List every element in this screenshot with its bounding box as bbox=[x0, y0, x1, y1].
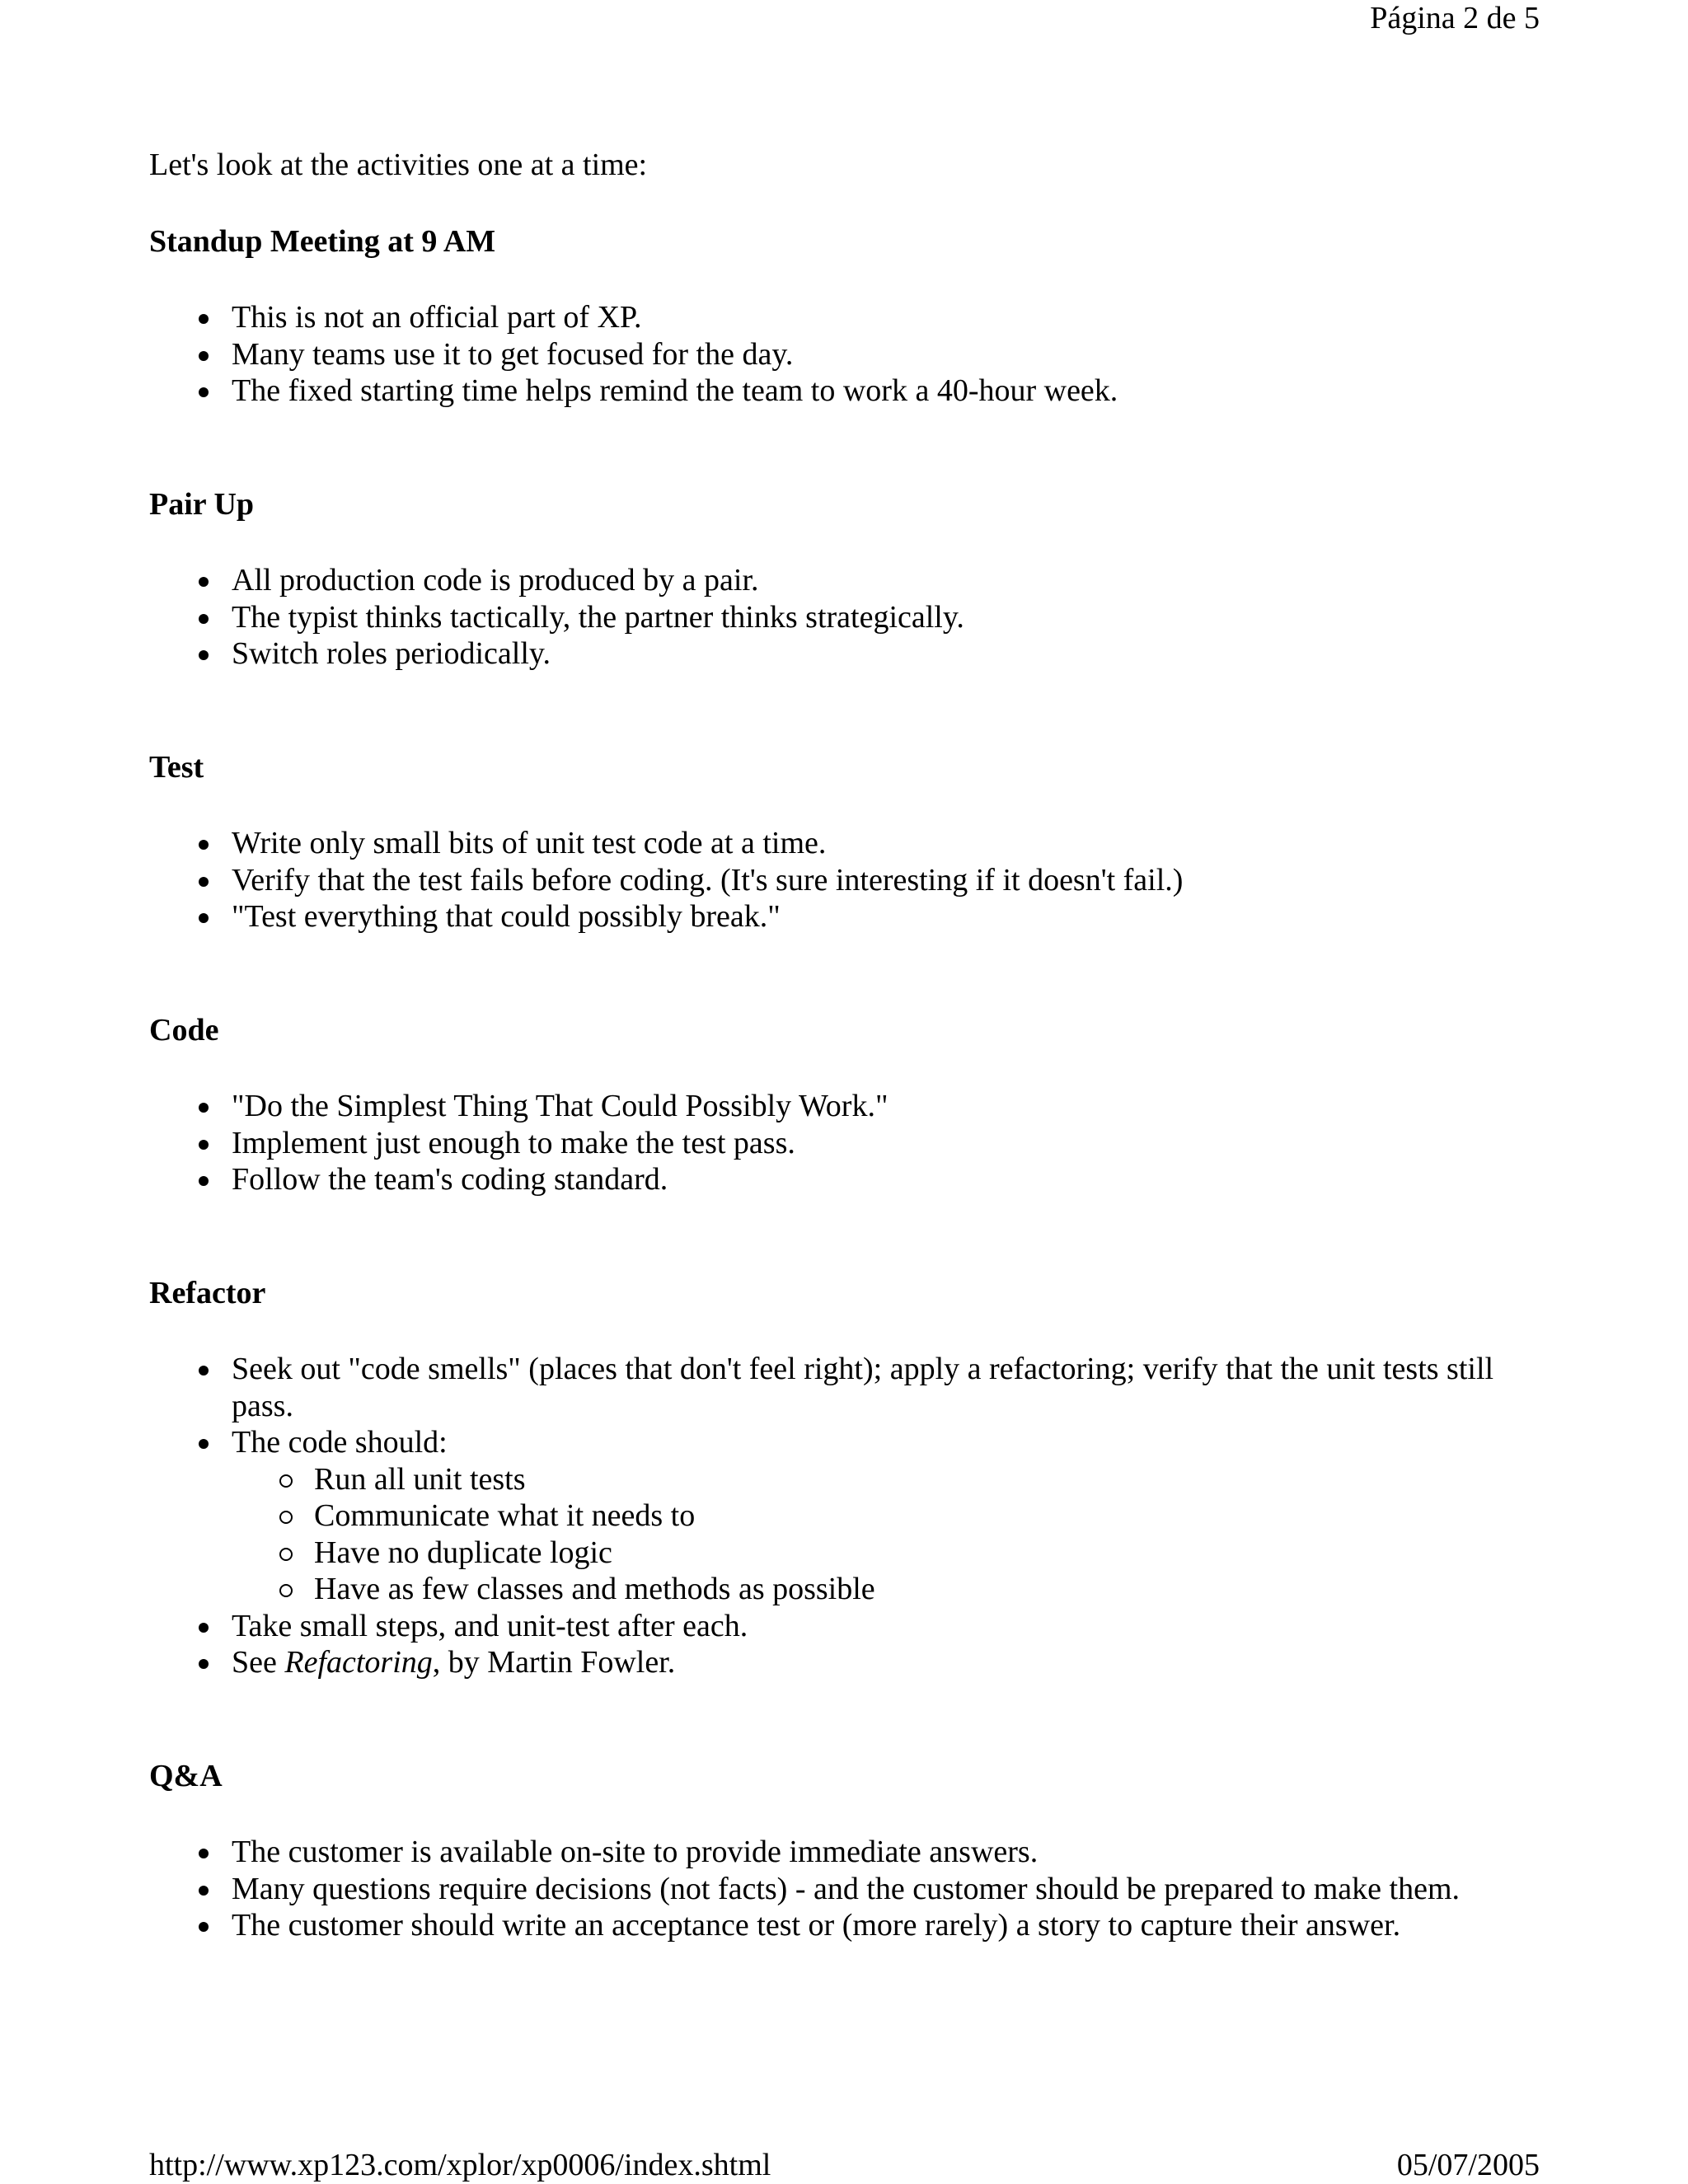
list-item: Many teams use it to get focused for the day. bbox=[149, 336, 1550, 373]
list-item: Verify that the test fails before coding. (It's sure interesting if it doesn't fail.) bbox=[149, 862, 1550, 899]
bullet-list bbox=[149, 562, 1550, 673]
section-qa bbox=[149, 1758, 1550, 1944]
list-item: Implement just enough to make the test pass. bbox=[149, 1125, 1550, 1162]
list-item-text: The code should: bbox=[232, 1425, 448, 1460]
list-item: This is not an official part of XP. bbox=[149, 299, 1550, 336]
section-code bbox=[149, 1012, 1550, 1198]
intro-text: Let's look at the activities one at a time: bbox=[149, 148, 648, 182]
bullet-list bbox=[149, 299, 1550, 410]
list-item: The customer should write an acceptance test or (more rarely) a story to capture their answer. bbox=[149, 1907, 1550, 1944]
section-title: Q&A bbox=[149, 1758, 223, 1793]
list-item: "Do the Simplest Thing That Could Possibly Work." bbox=[149, 1088, 1550, 1125]
list-item: The fixed starting time helps remind the team to work a 40-hour week. bbox=[149, 373, 1550, 410]
list-item bbox=[149, 1424, 1550, 1608]
list-item bbox=[149, 1644, 1550, 1681]
section-title: Code bbox=[149, 1012, 219, 1047]
list-item: All production code is produced by a pair. bbox=[149, 562, 1550, 599]
section-standup bbox=[149, 223, 1550, 410]
sub-list-item: Communicate what it needs to bbox=[232, 1497, 1550, 1535]
list-item: Write only small bits of unit test code at a time. bbox=[149, 825, 1550, 862]
see-prefix: See bbox=[232, 1645, 285, 1680]
bullet-list bbox=[149, 1088, 1550, 1198]
sub-list-item: Run all unit tests bbox=[232, 1461, 1550, 1498]
footer-url: http://www.xp123.com/xplor/xp0006/index.shtml bbox=[149, 2148, 771, 2182]
bullet-list bbox=[149, 1351, 1550, 1681]
list-item: Follow the team's coding standard. bbox=[149, 1161, 1550, 1198]
list-item: The customer is available on-site to provide immediate answers. bbox=[149, 1834, 1550, 1871]
list-item: Take small steps, and unit-test after each. bbox=[149, 1608, 1550, 1645]
document-body bbox=[149, 147, 1550, 1944]
bullet-list bbox=[149, 825, 1550, 935]
list-item: Switch roles periodically. bbox=[149, 635, 1550, 673]
see-suffix: , by Martin Fowler. bbox=[432, 1645, 676, 1680]
page-indicator: Página 2 de 5 bbox=[1370, 1, 1540, 35]
list-item: Seek out "code smells" (places that don't feel right); apply a refactoring; verify that the unit tests still pass. bbox=[149, 1351, 1550, 1424]
list-item: "Test everything that could possibly break." bbox=[149, 898, 1550, 935]
sub-list bbox=[232, 1461, 1550, 1608]
list-item: Many questions require decisions (not facts) - and the customer should be prepared to make them. bbox=[149, 1871, 1550, 1908]
section-title: Standup Meeting at 9 AM bbox=[149, 223, 496, 259]
book-title: Refactoring bbox=[284, 1645, 433, 1680]
section-title: Refactor bbox=[149, 1275, 266, 1310]
footer-date: 05/07/2005 bbox=[1396, 2148, 1540, 2182]
section-refactor bbox=[149, 1275, 1550, 1681]
section-test bbox=[149, 749, 1550, 935]
section-title: Test bbox=[149, 749, 204, 785]
sub-list-item: Have as few classes and methods as possible bbox=[232, 1571, 1550, 1608]
list-item: The typist thinks tactically, the partner thinks strategically. bbox=[149, 599, 1550, 636]
sub-list-item: Have no duplicate logic bbox=[232, 1535, 1550, 1572]
section-title: Pair Up bbox=[149, 486, 255, 522]
bullet-list bbox=[149, 1834, 1550, 1944]
section-pair-up bbox=[149, 486, 1550, 673]
